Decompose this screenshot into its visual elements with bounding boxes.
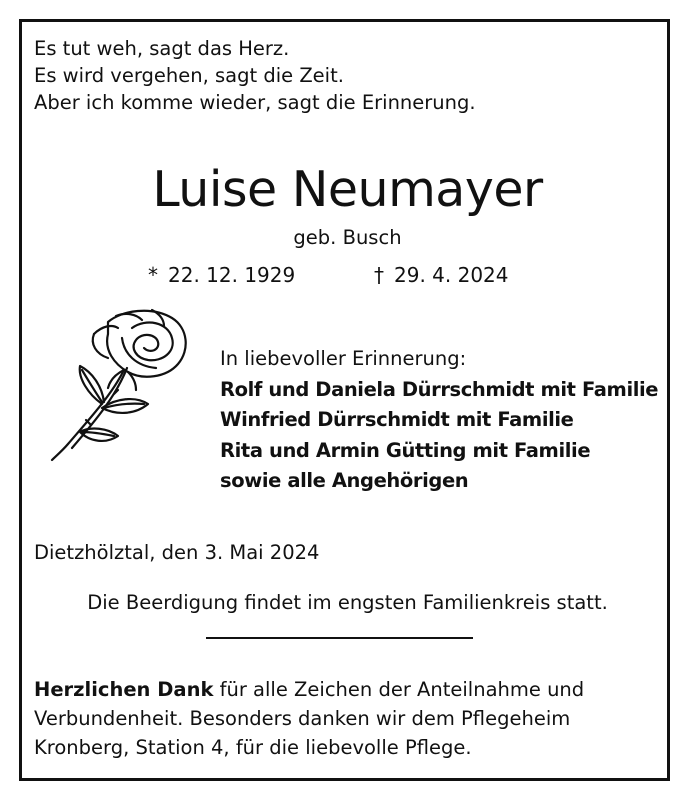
divider-line [206, 637, 473, 639]
burial-note: Die Beerdigung findet im engsten Familienkreis statt. [87, 591, 608, 614]
mourner-name: Winfried Dürrschmidt mit Familie [220, 408, 574, 431]
birth-symbol: * [148, 263, 158, 287]
deceased-name: Luise Neumayer [152, 161, 543, 218]
birth-date: 22. 12. 1929 [168, 263, 296, 287]
death-symbol: † [374, 263, 384, 287]
death-date-line [374, 262, 509, 288]
mourner-name: Rita und Armin Gütting mit Familie [220, 438, 591, 462]
thanks-lead: Herzlichen Dank [34, 678, 214, 701]
mourner-name: sowie alle Angehörigen [220, 469, 469, 492]
rose-icon [32, 304, 202, 464]
death-date: 29. 4. 2024 [394, 263, 509, 287]
mourner-name: Rolf und Daniela Dürrschmidt mit Familie [220, 377, 659, 401]
birth-date-line [148, 262, 295, 288]
mourners-intro: In liebevoller Erinnerung: [220, 347, 467, 370]
poem-line: Aber ich komme wieder, sagt die Erinnerung. [34, 91, 476, 114]
maiden-name: geb. Busch [293, 226, 402, 249]
thanks-line: Verbundenheit. Besonders danken wir dem Pflegeheim [34, 707, 571, 730]
poem [34, 35, 476, 116]
thanks-line: Kronberg, Station 4, für die liebevolle Pflege. [34, 736, 472, 759]
thanks-block [34, 675, 659, 762]
place-date: Dietzhölztal, den 3. Mai 2024 [34, 541, 320, 564]
thanks-line1-rest: für alle Zeichen der Anteilnahme und [213, 678, 585, 701]
poem-line: Es tut weh, sagt das Herz. [34, 37, 290, 60]
mourners-block [220, 344, 658, 497]
thanks-line [34, 675, 659, 704]
poem-line: Es wird vergehen, sagt die Zeit. [34, 64, 344, 87]
